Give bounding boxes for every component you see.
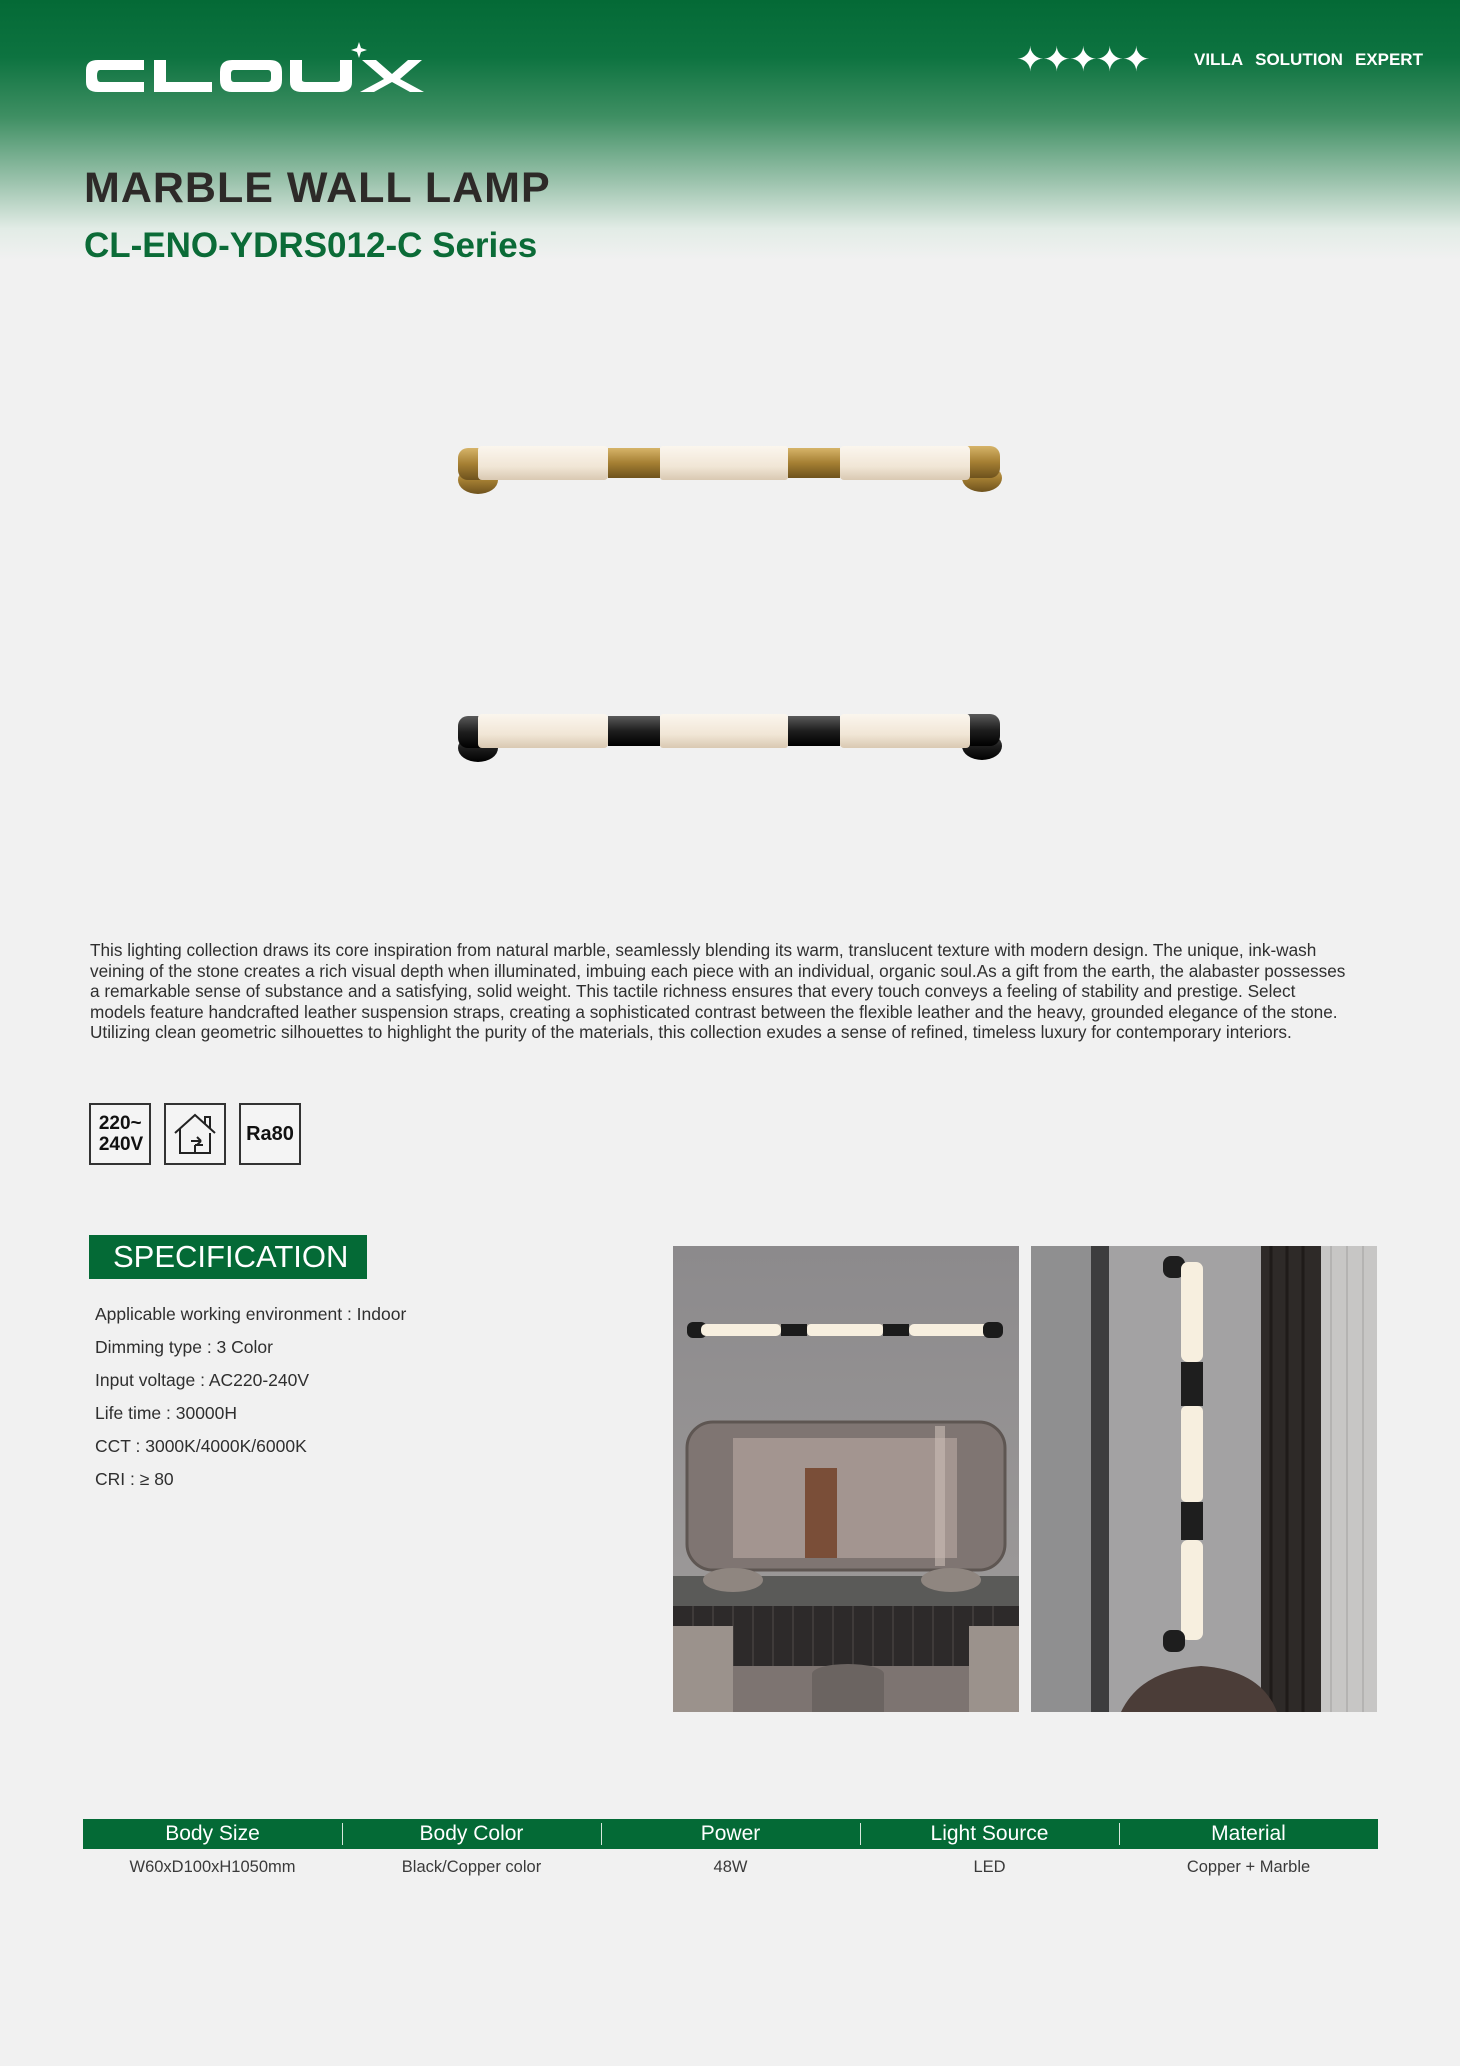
spec-item: Input voltage : AC220-240V	[95, 1370, 310, 1390]
indoor-house-icon	[164, 1103, 226, 1165]
table-header-light-source: Light Source	[860, 1819, 1119, 1849]
product-spec-table	[83, 1819, 1378, 1885]
table-cell-power: 48W	[713, 1858, 748, 1876]
spec-item: Life time : 30000H	[95, 1403, 238, 1423]
spec-item: CCT : 3000K/4000K/6000K	[95, 1436, 307, 1456]
cloux-logo	[84, 40, 436, 104]
voltage-badge	[89, 1103, 151, 1165]
bathroom-scene-photo	[673, 1246, 1019, 1712]
feature-badges	[89, 1103, 301, 1165]
specification-heading: SPECIFICATION	[89, 1235, 367, 1279]
table-row	[83, 1849, 1378, 1885]
table-header-body-color: Body Color	[342, 1819, 601, 1849]
header-banner	[0, 0, 1460, 260]
tagline-word: EXPERT	[1354, 50, 1423, 69]
table-header-body-size: Body Size	[165, 1822, 260, 1845]
table-header-material: Material	[1119, 1819, 1378, 1849]
tagline	[1194, 48, 1423, 72]
lamp-brass-image	[448, 432, 1008, 502]
product-title: MARBLE WALL LAMP	[84, 164, 551, 212]
table-cell-light-source: LED	[973, 1858, 1006, 1876]
spec-item: Dimming type : 3 Color	[95, 1337, 273, 1357]
voltage-badge-line: 220~	[98, 1113, 142, 1134]
table-header-row	[83, 1819, 1378, 1849]
product-description: This lighting collection draws its core inspiration from natural marble, seamlessly blending its warm, translucent texture with modern design. The unique, ink-wash veining of the stone creates a rich visual depth when illuminated, imbuing each piece with an individual, organic soul.As a gift from the earth, the alabaster possesses a remarkable sense of substance and a satisfying, solid weight. This tactile richness ensures that every touch conveys a feeling of stability and prestige. Select models feature handcrafted leather suspension straps, creating a sophisticated contrast between the flexible leather and the heavy, grounded elegance of the stone. Utilizing clean geometric silhouettes to highlight the purity of the materials, this collection exudes a sense of refined, timeless luxury for contemporary interiors.	[90, 940, 1346, 1043]
product-series: CL-ENO-YDRS012-C Series	[84, 226, 538, 265]
spec-item: CRI : ≥ 80	[95, 1469, 174, 1489]
tagline-word: SOLUTION	[1255, 50, 1343, 69]
table-cell-body-color: Black/Copper color	[401, 1858, 542, 1876]
five-star-rating: ✦✦✦✦✦	[1016, 40, 1149, 80]
table-cell-material: Copper + Marble	[1186, 1858, 1311, 1876]
tagline-word: VILLA	[1194, 50, 1244, 69]
voltage-badge-line: 240V	[98, 1134, 144, 1155]
cri-badge: Ra80	[239, 1103, 301, 1165]
table-cell-body-size: W60xD100xH1050mm	[129, 1858, 296, 1876]
vertical-lamp-photo	[1031, 1246, 1377, 1712]
table-header-power: Power	[601, 1819, 860, 1849]
spec-item: Applicable working environment : Indoor	[95, 1304, 407, 1324]
lamp-black-image	[448, 700, 1008, 770]
specification-list	[95, 1302, 406, 1500]
